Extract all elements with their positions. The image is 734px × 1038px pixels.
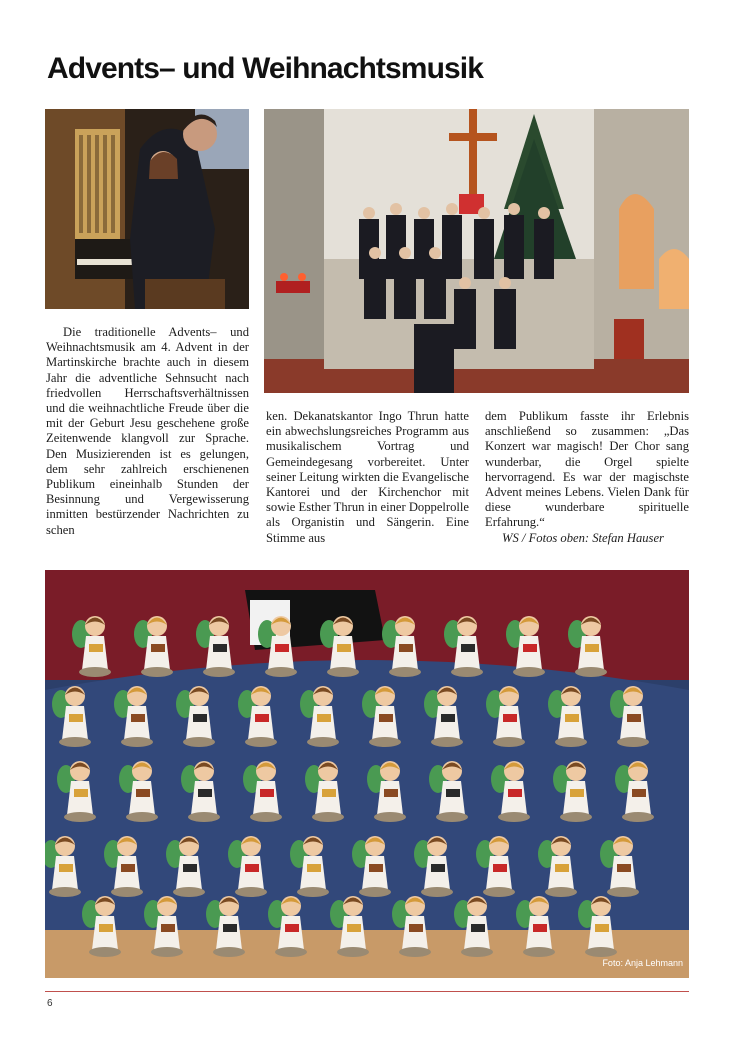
photo-credit: WS / Fotos oben: Stefan Hauser xyxy=(502,530,664,545)
page-number: 6 xyxy=(47,998,53,1009)
article-title: Advents– und Weihnachtsmusik xyxy=(47,52,484,85)
article-column-2 xyxy=(266,409,469,546)
organ-photo xyxy=(45,109,249,309)
article-paragraph-3: dem Publikum fasste ihr Erlebnis anschließend so zusammen: „Das Konzert war magisch! Der Chor sang wunderbar, die Orgel spielte hervorragend. Es war der magischste Advent meines Lebens. Vielen Dank für diese wunderbare spirituelle Erfahrung.“ xyxy=(485,409,689,530)
article-column-1 xyxy=(46,325,249,538)
article-paragraph-1: Die traditionelle Advents– und Weihnachtsmusik am 4. Advent in der Martinskirche brachte auch in diesem Jahr die adventliche Sehnsucht nach friedvollen Herrschaftsverhältnissen und die weihnachtliche Freude über die mit der Geburt Jesu geschehene große Zeitenwende klangvoll zur Sprache. Den Musizierenden ist es gelungen, dem sehr zahlreich erschienenen Publikum eineinhalb Stunden der Besinnung und Vergewisserung inmitten bestürzender Nachrichten zu schen xyxy=(46,325,249,537)
choir-photo xyxy=(264,109,689,393)
article-column-3 xyxy=(485,409,689,546)
footer-rule xyxy=(45,991,689,992)
angels-photo-caption: Foto: Anja Lehmann xyxy=(602,958,683,968)
article-paragraph-2: ken. Dekanatskantor Ingo Thrun hatte ein abwechslungsreiches Programm aus musikalischem Vortrag und Gemeindegesang vorbereitet. Unter seiner Leitung wirkten die Evangelische Kantorei und der Kirchenchor mit sowie Esther Thrun in einer Doppelrolle als Organistin und Sängerin. Eine Stimme aus xyxy=(266,409,469,545)
angel-figurines-photo xyxy=(45,570,689,978)
